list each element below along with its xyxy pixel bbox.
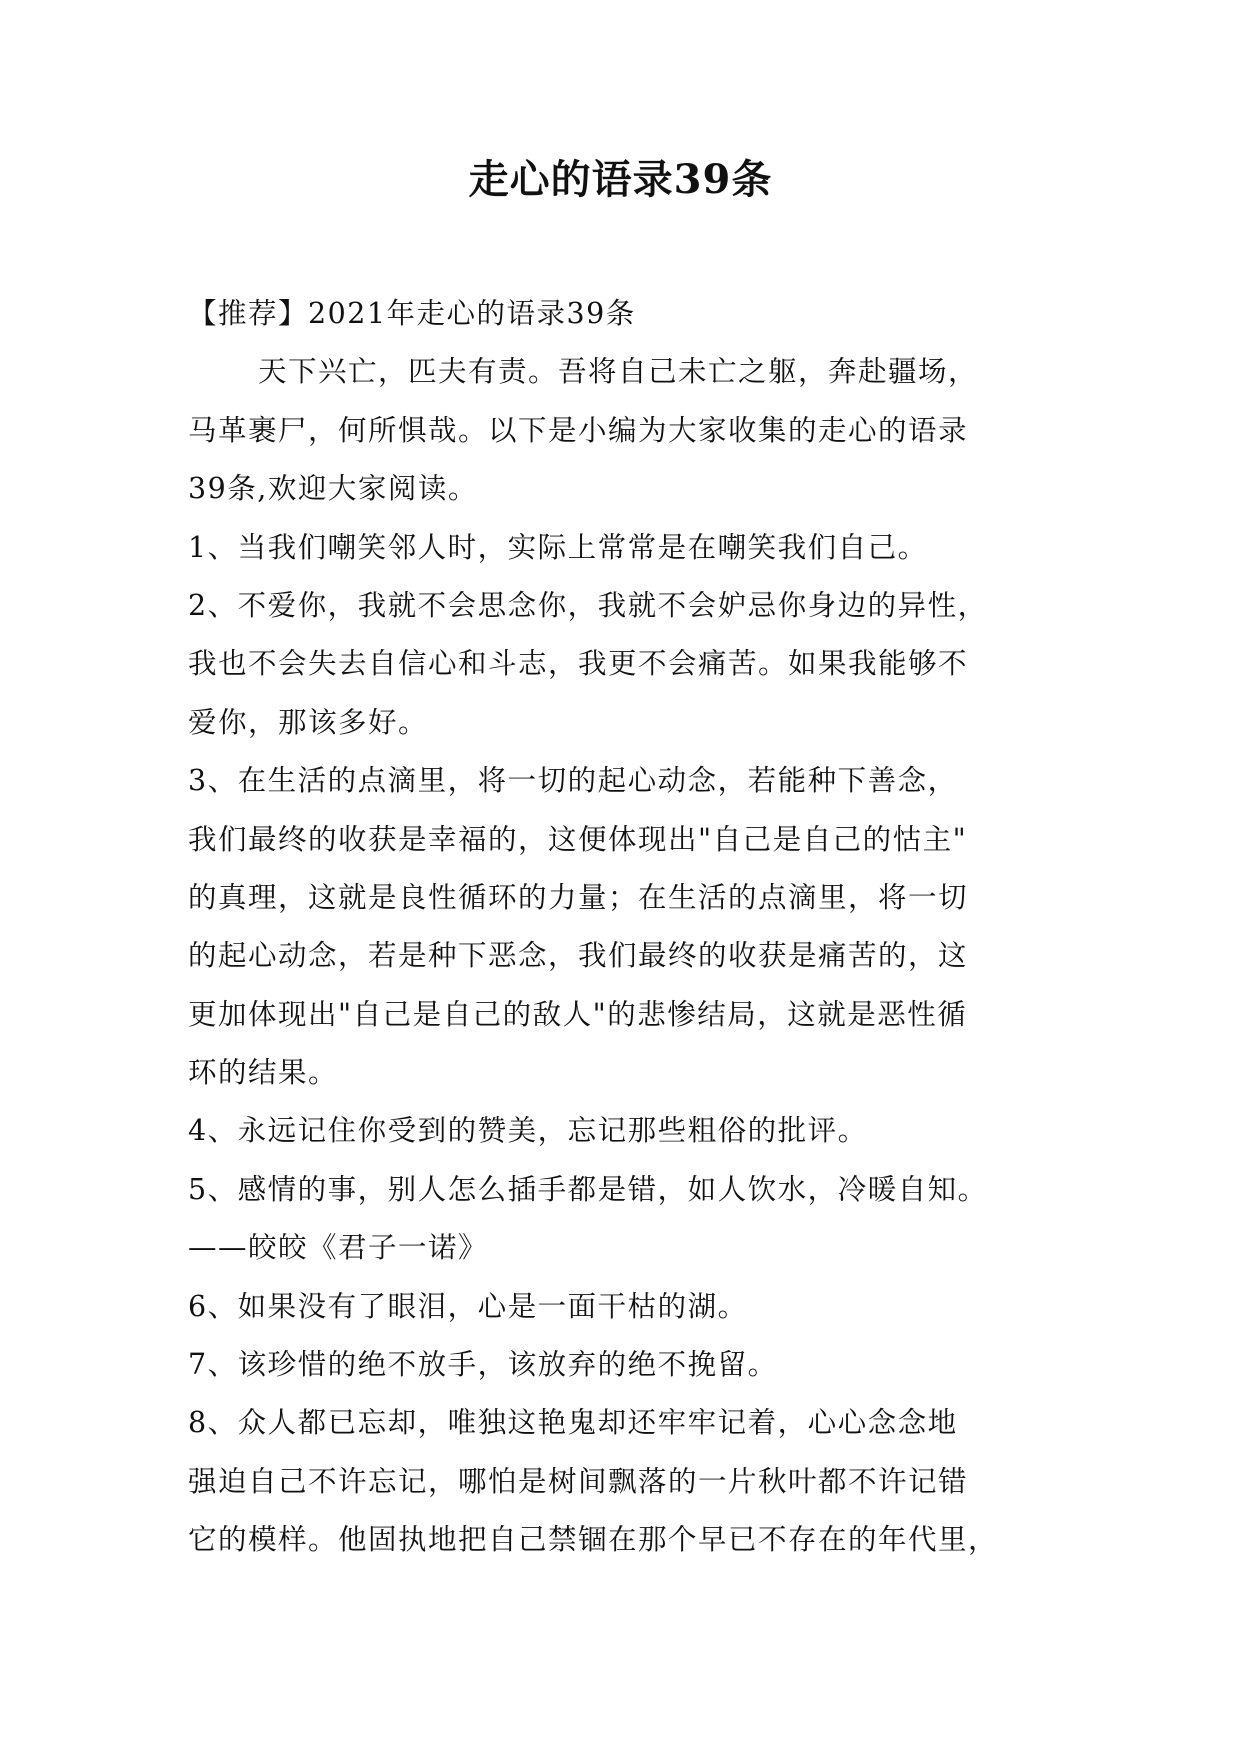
quote-line: 5、感情的事，别人怎么插手都是错，如人饮水，冷暖自知。 xyxy=(188,1172,988,1206)
intro-paragraph-line: 39条,欢迎大家阅读。 xyxy=(188,472,478,506)
quote-line: 爱你，那该多好。 xyxy=(188,705,429,739)
subtitle-line: 【推荐】2021年走心的语录39条 xyxy=(188,297,636,330)
quote-line: 我们最终的收获是幸福的，这便体现出"自己是自己的怙主" xyxy=(188,822,968,856)
quote-line: 2、不爱你，我就不会思念你，我就不会妒忌你身边的异性， xyxy=(188,588,988,622)
quote-line: 7、该珍惜的绝不放手，该放弃的绝不挽留。 xyxy=(188,1348,778,1382)
quote-line: 4、永远记住你受到的赞美，忘记那些粗俗的批评。 xyxy=(188,1114,868,1148)
quote-line: 环的结果。 xyxy=(188,1056,339,1090)
quote-line: 我也不会失去自信心和斗志，我更不会痛苦。如果我能够不 xyxy=(188,647,969,681)
intro-paragraph-line: 天下兴亡，匹夫有责。吾将自己未亡之躯，奔赴疆场， xyxy=(258,355,979,389)
quote-line: 强迫自己不许忘记，哪怕是树间飘落的一片秋叶都不许记错 xyxy=(188,1464,969,1498)
quote-line: 3、在生活的点滴里，将一切的起心动念，若能种下善念， xyxy=(188,764,958,798)
quote-line: 它的模样。他固执地把自己禁锢在那个早已不存在的年代里， xyxy=(188,1523,999,1557)
quote-line: 1、当我们嘲笑邻人时，实际上常常是在嘲笑我们自己。 xyxy=(188,530,928,564)
quote-line: 8、众人都已忘却，唯独这艳鬼却还牢牢记着，心心念念地 xyxy=(188,1406,958,1440)
quote-line: 的起心动念，若是种下恶念，我们最终的收获是痛苦的，这 xyxy=(188,939,969,973)
intro-paragraph-line: 马革裹尸，何所惧哉。以下是小编为大家收集的走心的语录 xyxy=(188,413,969,447)
document-title: 走心的语录39条 xyxy=(468,156,773,203)
document-body xyxy=(188,285,1068,1570)
quote-line: 的真理，这就是良性循环的力量；在生活的点滴里，将一切 xyxy=(188,880,969,914)
quote-line: ——皎皎《君子一诺》 xyxy=(188,1231,489,1265)
quote-line: 6、如果没有了眼泪，心是一面干枯的湖。 xyxy=(188,1289,748,1323)
quote-line: 更加体现出"自己是自己的敌人"的悲惨结局，这就是恶性循 xyxy=(188,997,968,1031)
